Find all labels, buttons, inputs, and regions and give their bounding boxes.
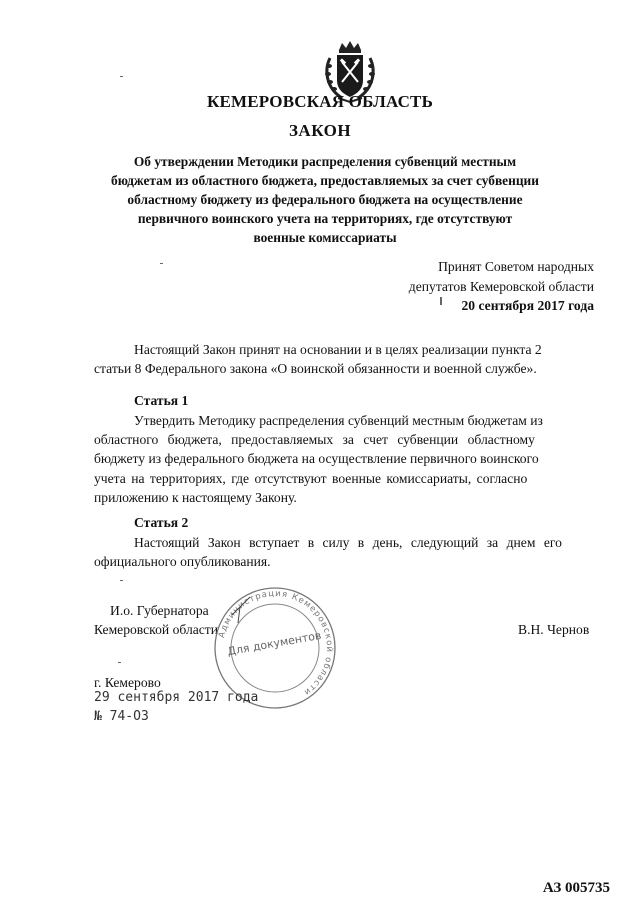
scan-speck [120, 580, 123, 581]
law-title [95, 152, 555, 247]
scan-speck [440, 297, 442, 305]
scan-speck [120, 76, 123, 77]
stamp-ring-text: Администрация Кемеровской области [217, 588, 335, 698]
adoption-date: 20 сентября 2017 года [461, 298, 594, 313]
article-2-line: официального опубликования. [94, 554, 271, 570]
law-title-line: Об утверждении Методики распределения субвенций местным [133, 154, 517, 169]
scan-speck [118, 662, 121, 663]
preamble [94, 340, 594, 378]
law-title-line: первичного воинского учета на территориях, где отсутствуют [137, 211, 513, 226]
scan-speck [160, 263, 163, 264]
article-1-line: бюджету из федерального бюджета на осуществление первичного воинского [94, 451, 539, 467]
preamble-line: Настоящий Закон принят на основании и в целях реализации пункта 2 [134, 342, 542, 357]
preamble-line: статьи 8 Федерального закона «О воинской обязанности и военной службе». [94, 361, 537, 377]
region-name: КЕМЕРОВСКАЯ ОБЛАСТЬ [206, 92, 434, 111]
law-title-line: областному бюджету из федерального бюджета на осуществление [127, 192, 523, 207]
law-number: № 74-ОЗ [94, 709, 149, 724]
signer-position-line: Кемеровской области [94, 622, 219, 637]
signer-name: В.Н. Чернов [518, 622, 590, 637]
article-1-heading: Статья 1 [134, 393, 189, 408]
city: г. Кемерово [94, 675, 161, 690]
document-type: ЗАКОН [288, 121, 352, 140]
article-1-line: приложению к настоящему Закону. [94, 489, 297, 505]
stamp-center-text: Для документов [226, 628, 323, 659]
article-2-line: Настоящий Закон вступает в силу в день, следующий за днем его [134, 535, 562, 550]
form-serial-number: АЗ 005735 [542, 880, 610, 896]
signing-date: 29 сентября 2017 года [94, 690, 259, 705]
adoption-block [294, 257, 594, 316]
law-title-line: бюджетам из областного бюджета, предоставляемых за счет субвенции [111, 173, 539, 188]
law-title-line: военные комиссариаты [253, 230, 397, 245]
article-2-heading: Статья 2 [134, 515, 189, 530]
article-1-line: Утвердить Методику распределения субвенций местным бюджетам из [134, 413, 543, 428]
article-1-line: областного бюджета, предоставляемых за счет субвенции областному [94, 432, 535, 448]
signer-position-line: И.о. Губернатора [110, 603, 209, 618]
article-1-line: учета на территориях, где отсутствуют военные комиссариаты, согласно [94, 470, 528, 486]
adoption-line: Принят Советом народных [438, 259, 594, 274]
article-2-text [94, 533, 594, 571]
adoption-line: депутатов Кемеровской области [408, 278, 594, 294]
article-1-text [94, 411, 594, 507]
